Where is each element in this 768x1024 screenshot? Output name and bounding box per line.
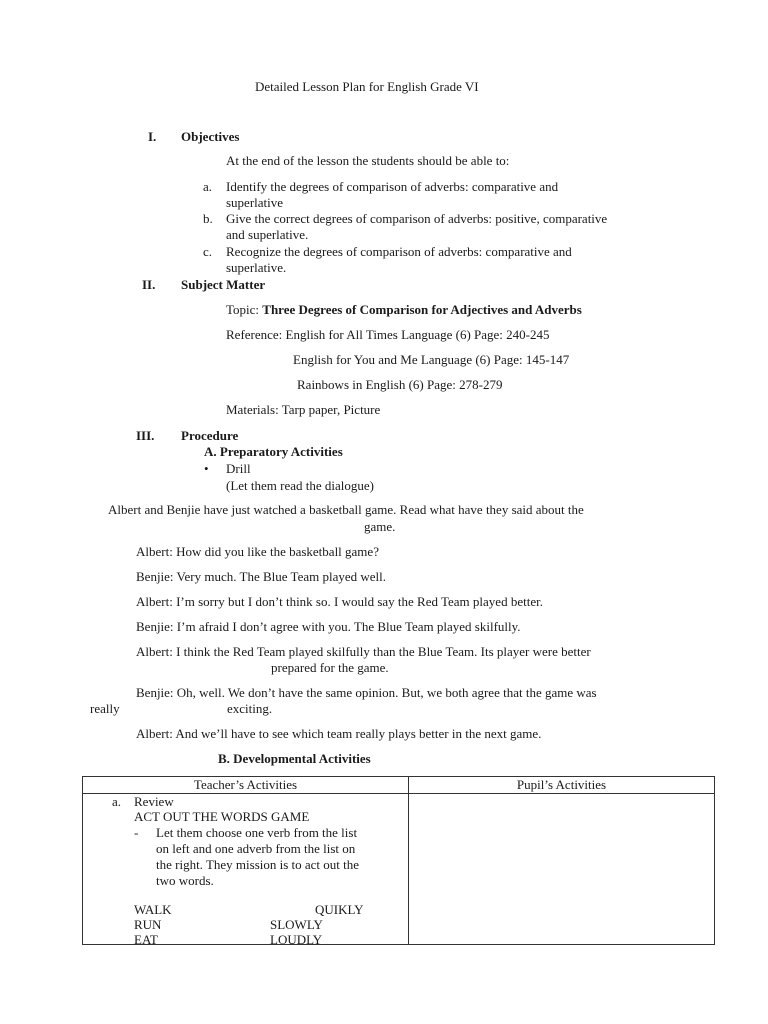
reference-2: English for You and Me Language (6) Page: 145-147 <box>293 352 570 367</box>
dialogue-intro-line1: Albert and Benjie have just watched a basketball game. Read what have they said about the <box>108 502 584 517</box>
table-header-row <box>83 777 715 794</box>
drill-label: Drill <box>226 461 251 476</box>
dialogue-line: Benjie: Oh, well. We don’t have the same opinion. But, we both agree that the game was <box>136 685 597 700</box>
activities-table <box>82 776 715 945</box>
adverb-item: QUIKLY <box>315 902 364 917</box>
dialogue-line: Albert: I’m sorry but I don’t think so. I would say the Red Team played better. <box>136 594 543 609</box>
adverb-item: LOUDLY <box>270 932 323 947</box>
dialogue-line: Benjie: I’m afraid I don’t agree with you. The Blue Team played skilfully. <box>136 619 521 634</box>
dialogue-line: prepared for the game. <box>271 660 389 675</box>
review-label: Review <box>134 794 174 809</box>
objective-c-line1: Recognize the degrees of comparison of adverbs: comparative and <box>226 244 572 259</box>
bullet-icon: • <box>204 461 209 476</box>
teacher-activities-header: Teacher’s Activities <box>83 777 409 794</box>
instruction-line: Let them choose one verb from the list <box>156 825 358 840</box>
dialogue-line: really <box>90 701 120 716</box>
pupil-activities-cell <box>409 794 715 945</box>
objective-b-letter: b. <box>203 211 213 226</box>
adverb-item: SLOWLY <box>270 917 323 932</box>
page-title: Detailed Lesson Plan for English Grade VI <box>255 79 479 94</box>
objective-c-line2: superlative. <box>226 260 287 275</box>
table-row <box>83 794 715 945</box>
review-letter: a. <box>112 794 122 809</box>
dialogue-line: Albert: How did you like the basketball game? <box>136 544 379 559</box>
objective-b-line2: and superlative. <box>226 227 309 242</box>
objectives-heading: Objectives <box>181 129 240 144</box>
subject-matter-numeral: II. <box>142 277 156 292</box>
objective-a-letter: a. <box>203 179 213 194</box>
objective-b-line1: Give the correct degrees of comparison of adverbs: positive, comparative <box>226 211 608 226</box>
instruction-line: two words. <box>156 873 214 888</box>
objective-c-letter: c. <box>203 244 213 259</box>
objective-a-line1: Identify the degrees of comparison of adverbs: comparative and <box>226 179 559 194</box>
objective-a-line2: superlative <box>226 195 284 210</box>
reference-1: Reference: English for All Times Language (6) Page: 240-245 <box>226 327 550 342</box>
teacher-activities-cell <box>83 794 409 945</box>
drill-note: (Let them read the dialogue) <box>226 478 374 493</box>
reference-3: Rainbows in English (6) Page: 278-279 <box>297 377 503 392</box>
dialogue-intro-line2: game. <box>364 519 396 534</box>
procedure-numeral: III. <box>136 428 155 443</box>
objectives-numeral: I. <box>148 129 157 144</box>
game-title: ACT OUT THE WORDS GAME <box>134 809 310 824</box>
preparatory-heading: A. Preparatory Activities <box>204 444 343 459</box>
developmental-heading: B. Developmental Activities <box>218 751 371 766</box>
pupil-activities-header: Pupil’s Activities <box>409 777 715 794</box>
dash: - <box>134 825 139 840</box>
dialogue-line: exciting. <box>227 701 273 716</box>
materials: Materials: Tarp paper, Picture <box>226 402 381 417</box>
instruction-line: on left and one adverb from the list on <box>156 841 356 856</box>
topic-line <box>226 302 582 318</box>
verb-item: EAT <box>134 932 158 947</box>
subject-matter-heading: Subject Matter <box>181 277 266 292</box>
dialogue-line: Albert: I think the Red Team played skilfully than the Blue Team. Its player were better <box>136 644 591 659</box>
verb-item: RUN <box>134 917 162 932</box>
instruction-line: the right. They mission is to act out the <box>156 857 360 872</box>
procedure-heading: Procedure <box>181 428 239 443</box>
topic-value: Three Degrees of Comparison for Adjectives and Adverbs <box>262 302 582 317</box>
dialogue-line: Albert: And we’ll have to see which team really plays better in the next game. <box>136 726 542 741</box>
objectives-intro: At the end of the lesson the students should be able to: <box>226 153 510 168</box>
topic-label: Topic: <box>226 302 263 317</box>
dialogue-line: Benjie: Very much. The Blue Team played well. <box>136 569 387 584</box>
verb-item: WALK <box>134 902 172 917</box>
